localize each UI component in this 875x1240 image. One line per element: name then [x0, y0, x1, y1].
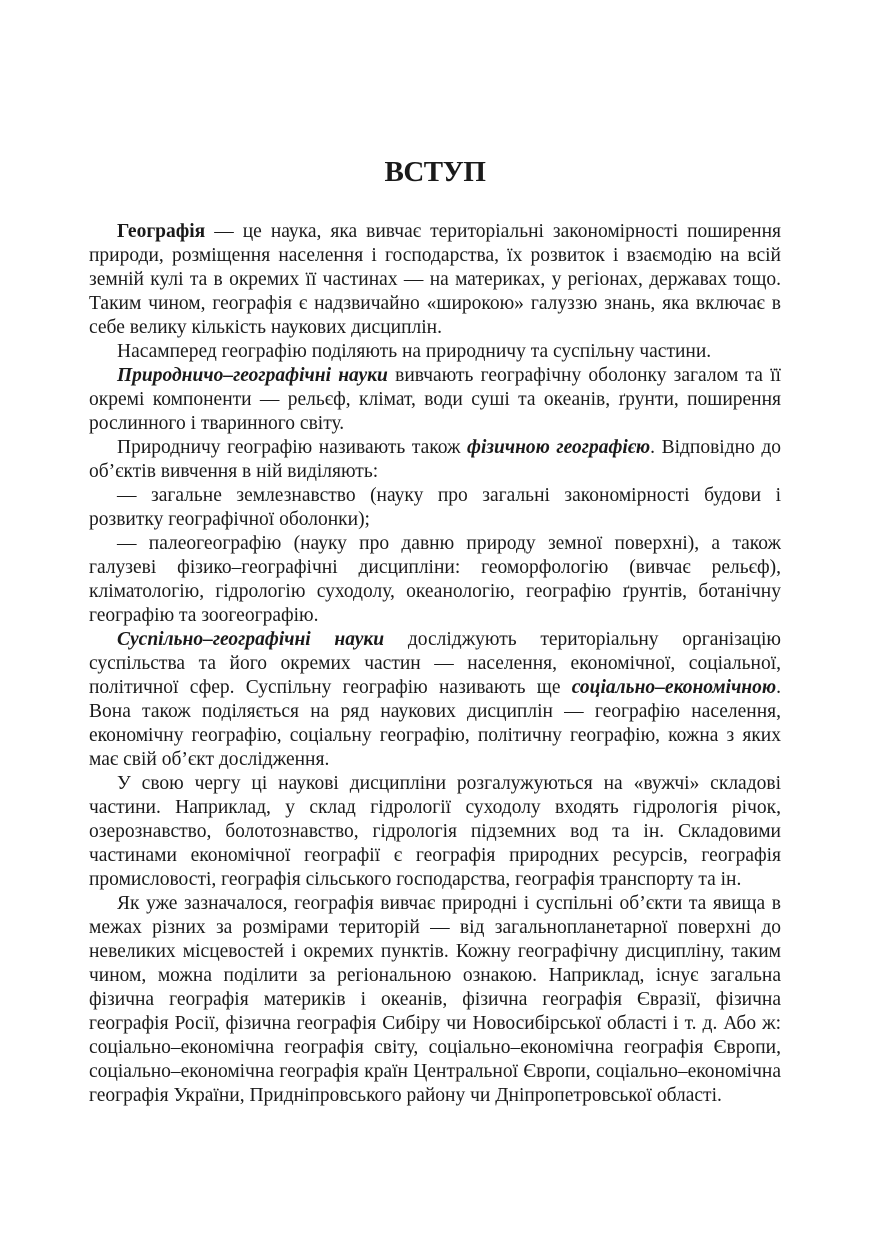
paragraph-definition [89, 220, 781, 340]
paragraph-text: — це наука, яка вивчає територіальні закономірності поширення природи, розміщення населення і господарства, їх розвиток і взаємодію на всій земній кулі та в окремих її частинах — на материках, у регіонах, державах тощо. Таким чином, географія є надзвичайно «широкою» галуззю знань, яка включає в себе велику кількість наукових дисциплін. [89, 221, 781, 338]
paragraph-text: . Відповідно до об’єктів вивчення в ній виділяють: [89, 437, 782, 482]
paragraph-division: Насамперед географію поділяють на природничу та суспільну частини. [117, 341, 712, 362]
list-item-earth-science: — загальне землезнавство (науку про загальні закономірності будови і розвитку географічної оболонки); [89, 485, 781, 530]
term-geography: Географія [117, 221, 206, 242]
paragraph-natural-sciences [89, 364, 781, 436]
paragraph-physical-geography [89, 436, 781, 484]
list-item-paleogeography: — палеогеографію (науку про давню природу земної поверхні), а також галузеві фізико–географічні дисципліни: геоморфологію (вивчає рельєф), кліматологію, гідрологію суходолу, океанологію, географію ґрунтів, ботанічну географію та зоогеографію. [89, 533, 781, 626]
paragraph-text: досліджують територіальну організацію суспільства та його окремих частин — населення, економічної, соціальної, політичної сфер. Суспільну географію називають ще [89, 629, 781, 698]
term-natural-geography-sciences: Природничо–географічні науки [117, 365, 388, 386]
paragraph-text: Природничу географію називають також [117, 437, 468, 458]
paragraph-text: . Вона також поділяється на ряд наукових дисциплін — географію населення, економічну географію, соціальну географію, політичну географію, кожна з яких має свій об’єкт дослідження. [89, 677, 781, 770]
paragraph-text: вивчають географічну оболонку загалом та її окремі компоненти — рельєф, клімат, води суші та океанів, ґрунти, поширення рослинного і тваринного світу. [89, 365, 781, 434]
paragraph-subdisciplines: У свою чергу ці наукові дисципліни розгалужуються на «вужчі» складові частини. Наприклад, у склад гідрології суходолу входять гідрологія річок, озерознавство, болотознавство, гідрологія підземних вод та ін. Складовими частинами економічної географії є географія природних ресурсів, географія промисловості, географія сільського господарства, географія транспорту та ін. [89, 773, 781, 890]
term-physical-geography: фізичною географією [467, 437, 651, 458]
paragraph-social-sciences [89, 628, 781, 772]
term-social-geography-sciences: Суспільно–географічні науки [117, 629, 385, 650]
document-page [89, 150, 781, 1108]
paragraph-regional: Як уже зазначалося, географія вивчає природні і суспільні об’єкти та явища в межах різних за розмірами територій — від загальнопланетарної поверхні до невеликих місцевостей і окремих пунктів. Кожну географічну дисципліну, таким чином, можна поділити за регіональною ознакою. Наприклад, існує загальна фізична географія материків і океанів, фізична географія Євразії, фізична географія Росії, фізична географія Сибіру чи Новосибірської області і т. д. Або ж: соціально–економічна географія світу, соціально–економічна географія Європи, соціально–економічна географія країн Центральної Європи, соціально–економічна географія України, Придніпровського району чи Дніпропетровської області. [89, 893, 781, 1106]
term-socio-economic: соціально–економічною [571, 677, 777, 698]
page-title: ВСТУП [384, 156, 486, 188]
